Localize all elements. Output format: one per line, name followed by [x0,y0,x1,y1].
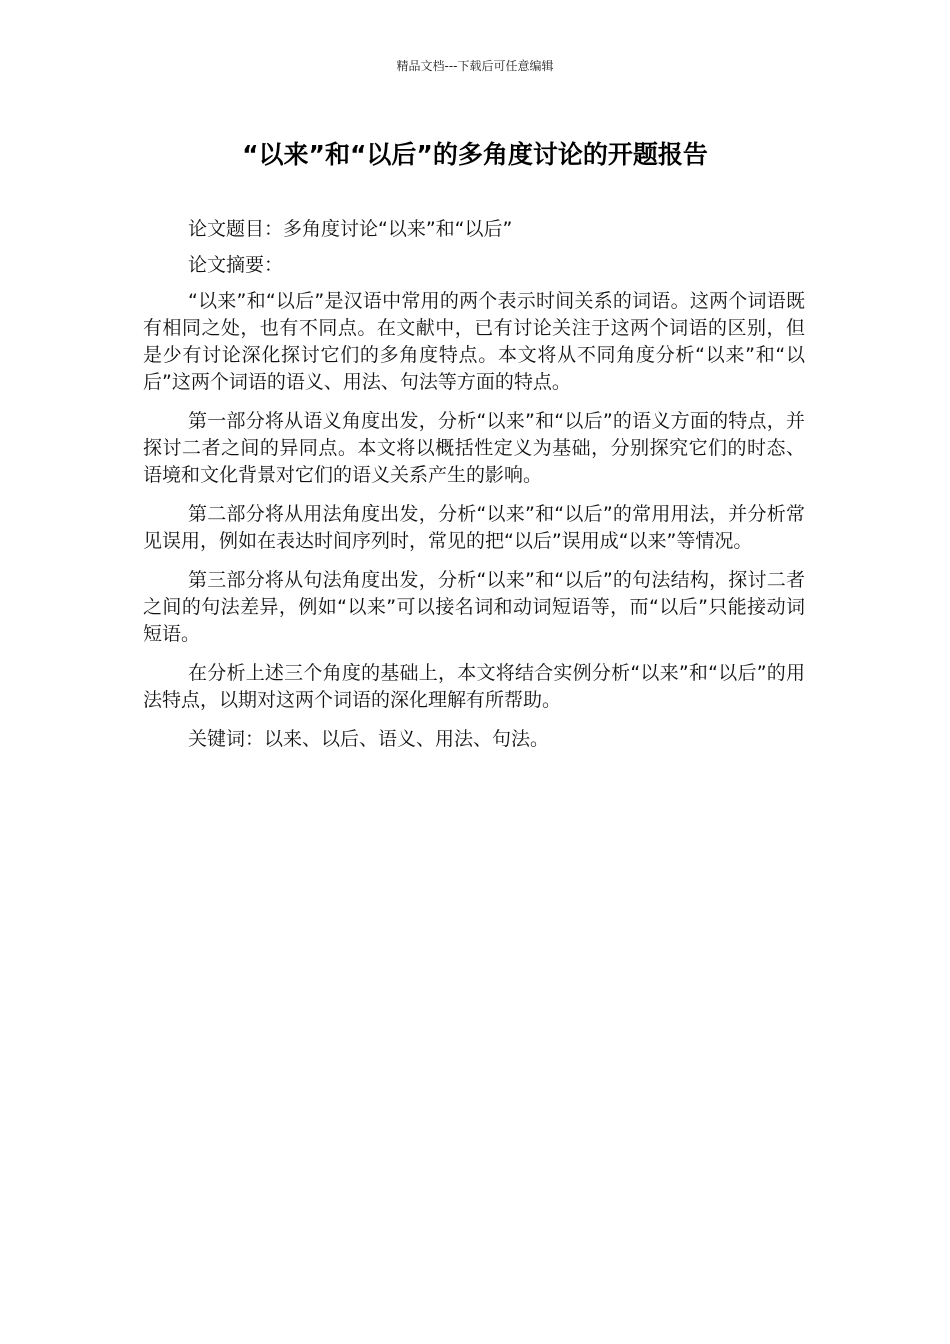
paragraph-part-one: 第一部分将从语义角度出发，分析“以来”和“以后”的语义方面的特点，并探讨二者之间的异同点。本文将以概括性定义为基础，分别探究它们的时态、语境和文化背景对它们的语义关系产生的影响。 [143,410,805,486]
paragraph-part-three: 第三部分将从句法角度出发，分析“以来”和“以后”的句法结构，探讨二者之间的句法差异，例如“以来”可以接名词和动词短语等，而“以后”只能接动词短语。 [143,569,805,645]
keywords-line: 关键词：以来、以后、语义、用法、句法。 [188,728,550,750]
document-title: “以来”和“以后”的多角度讨论的开题报告 [242,140,708,169]
header-note: 精品文档---下载后可任意编辑 [396,59,554,73]
paragraph-conclusion: 在分析上述三个角度的基础上，本文将结合实例分析“以来”和“以后”的用法特点，以期对这两个词语的深化理解有所帮助。 [143,662,805,711]
paragraph-part-two: 第二部分将从用法角度出发，分析“以来”和“以后”的常用用法，并分析常见误用，例如在表达时间序列时，常见的把“以后”误用成“以来”等情况。 [143,503,805,552]
document-body [143,216,805,765]
thesis-title-line: 论文题目：多角度讨论“以来”和“以后” [188,218,513,240]
paragraph-intro: “以来”和“以后”是汉语中常用的两个表示时间关系的词语。这两个词语既有相同之处，也有不同点。在文献中，已有讨论关注于这两个词语的区别，但是少有讨论深化探讨它们的多角度特点。本文将从不同角度分析“以来”和“以后”这两个词语的语义、用法、句法等方面的特点。 [143,290,805,393]
abstract-label: 论文摘要： [188,254,284,276]
